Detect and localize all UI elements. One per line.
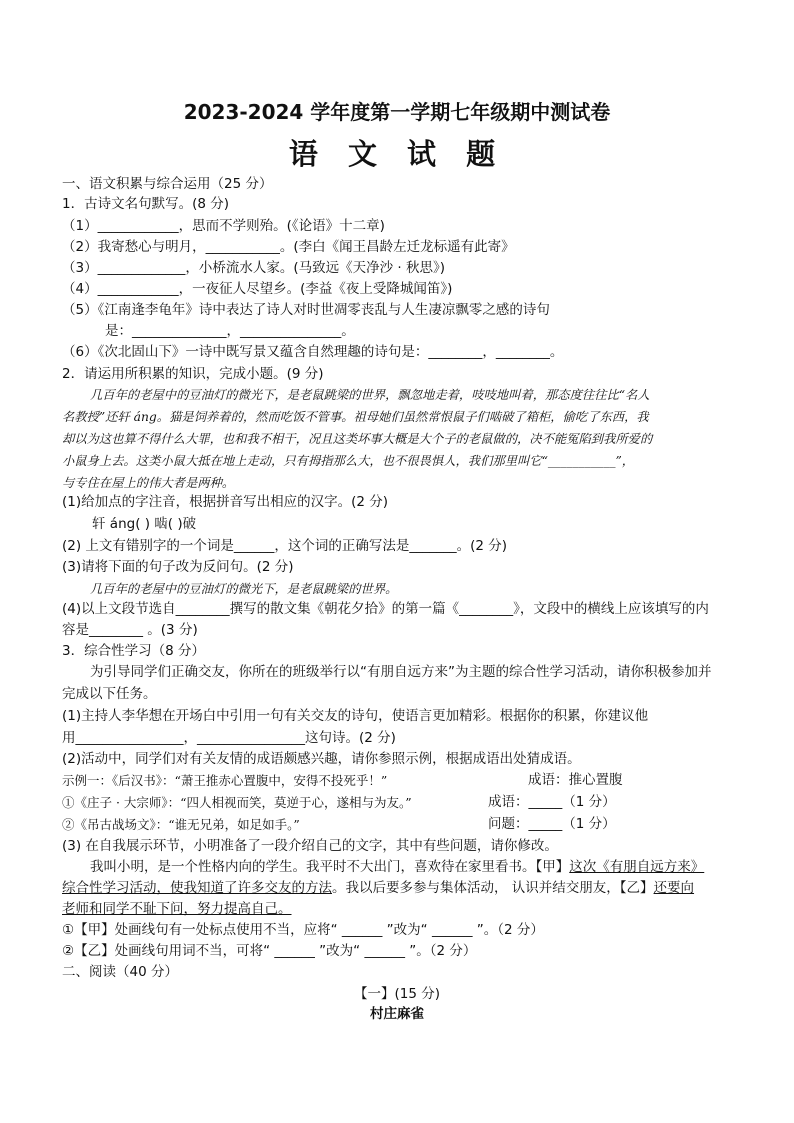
q3-sub1-line-1: (1)主持人李华想在开场白中引用一句有关交友的诗句，使语言更加精彩。根据你的积累，你建议他 xyxy=(62,708,649,724)
q2-sub3-sentence: 几百年的老屋中的豆油灯的微光下，是老鼠跳梁的世界。 xyxy=(90,582,398,596)
q2-sub2: (2) 上文有错别字的一个词是______，这个词的正确写法是_______。(2 分) xyxy=(62,538,508,554)
q3-sub3: (3) 在自我展示环节，小明准备了一段介绍自己的文字，其中有些问题，请你修改。 xyxy=(62,838,558,854)
subject-title: 语 文 试 题 xyxy=(288,137,506,171)
q2-sub4-line-1: (4)以上文段节选自________撰写的散文集《朝花夕拾》的第一篇《________》，文段中的横线上应该填写的内 xyxy=(62,601,709,617)
q1-line-3: （3）_____________，小桥流水人家。(马致远《天净沙 · 秋思》) xyxy=(62,260,445,276)
q3-self-intro-line-3 xyxy=(62,901,292,918)
q1-line-4: （4）____________，一夜征人尽望乡。(李益《夜上受降城闻笛》) xyxy=(62,281,453,297)
reading-part-label: 【一】(15 分) xyxy=(353,986,440,1002)
self-intro-underline-yi-1: 还要向 xyxy=(653,880,695,896)
q3-item1-source: ①《庄子 · 大宗师》：“四人相视而笑，莫逆于心，遂相与为友。” xyxy=(62,795,412,810)
self-intro-text-1: 我叫小明，是一个性格内向的学生。我平时不大出门，喜欢待在家里看书。【甲】 xyxy=(90,859,570,875)
section1-heading: 一、语文积累与综合运用（25 分） xyxy=(62,176,273,192)
self-intro-underline-jia-1: 这次《有朋自远方来》 xyxy=(569,859,705,875)
q1-stem: 1．古诗文名句默写。(8 分) xyxy=(62,196,230,212)
q2-passage-line-4: 小鼠身上去。这类小鼠大抵在地上走动，只有拇指那么大，也不很畏惧人，我们那里叫它“___________”， xyxy=(62,454,635,468)
q3-sub2: (2)活动中，同学们对有关友情的成语颇感兴趣，请你参照示例，根据成语出处猜成语。 xyxy=(62,751,581,767)
exam-title: 2023-2024 学年度第一学期七年级期中测试卷 xyxy=(183,100,611,124)
q1-line-1: （1）____________，思而不学则殆。(《论语》十二章) xyxy=(62,218,385,234)
q3-intro-line-1: 为引导同学们正确交友，你所在的班级举行以“有朋自远方来”为主题的综合性学习活动，请你积极参加并 xyxy=(90,664,712,680)
q1-line-5: （5）《江南逢李龟年》诗中表达了诗人对时世凋零丧乱与人生凄凉飘零之感的诗句 xyxy=(62,302,550,318)
q3-sub1-line-2: 用________________，________________这句诗。(2 分) xyxy=(62,730,396,746)
self-intro-underline-jia-2: 综合性学习活动，使我知道了许多交友的方法 xyxy=(62,880,332,896)
q2-stem: 2．请运用所积累的知识，完成小题。(9 分) xyxy=(62,366,324,382)
q3-item2-source: ②《吊古战场文》：“谁无兄弟，如足如手。” xyxy=(62,817,300,832)
q2-passage-line-3: 却以为这也算不得什么大罪，也和我不相干，况且这类坏事大概是大个子的老鼠做的，决不能冤陷到我所爱的 xyxy=(62,432,653,446)
q3-example-source: 示例一：《后汉书》：“萧王推赤心置腹中，安得不投死乎！” xyxy=(62,773,388,788)
q3-self-intro-line-1 xyxy=(90,859,704,876)
q1-line-2: （2）我寄愁心与明月，___________。(李白《闻王昌龄左迁龙标遥有此寄》 xyxy=(62,239,515,255)
article-title: 村庄麻雀 xyxy=(370,1006,424,1022)
q3-self-intro-line-2 xyxy=(62,880,694,897)
q2-sub3: (3)请将下面的句子改为反问句。(2 分) xyxy=(62,559,294,575)
q3-item2-answer: 问题：_____（1 分） xyxy=(488,816,616,832)
q2-passage-line-5: 与专住在屋上的伟大者是两种。 xyxy=(62,476,235,490)
q2-sub1-answer: 轩 áng( ) 啮( )破 xyxy=(92,516,197,532)
q3-item1-answer: 成语：_____（1 分） xyxy=(488,794,616,810)
q2-passage-line-2: 名教授”还轩 áng。猫是饲养着的，然而吃饭不管事。祖母她们虽然常恨鼠子们啮破了箱柜，偷吃了东西，我 xyxy=(62,410,649,424)
q2-passage-line-1: 几百年的老屋中的豆油灯的微光下，是老鼠跳梁的世界，飘忽地走着，吱吱地叫着，那态度往往比“名人 xyxy=(90,388,650,402)
q2-sub4-line-2: 容是________ 。(3 分) xyxy=(62,622,198,638)
self-intro-underline-yi-2: 老师和同学不耻下问，努力提高自己。 xyxy=(62,901,292,917)
section2-heading: 二、阅读（40 分） xyxy=(62,964,178,980)
q3-fix-1: ①【甲】处画线句有一处标点使用不当，应将“ ______ ”改为“ ______ ”。（2 分） xyxy=(62,922,544,938)
q1-line-6: （6）《次北固山下》一诗中既写景又蕴含自然理趣的诗句是：________，________。 xyxy=(62,344,564,360)
q3-fix-2: ②【乙】处画线句用词不当，可将“ ______ ”改为“ ______ ”。（2 分） xyxy=(62,943,477,959)
self-intro-text-2: 。我以后要多参与集体活动， 认识并结交朋友，【乙】 xyxy=(332,880,654,896)
q1-line-5-cont: 是：______________，_______________。 xyxy=(105,323,355,339)
q3-stem: 3．综合性学习（8 分） xyxy=(62,643,205,659)
q3-intro-line-2: 完成以下任务。 xyxy=(62,686,157,702)
q2-sub1: (1)给加点的字注音，根据拼音写出相应的汉字。(2 分) xyxy=(62,494,389,510)
q3-example-answer: 成语：推心置腹 xyxy=(528,772,623,788)
